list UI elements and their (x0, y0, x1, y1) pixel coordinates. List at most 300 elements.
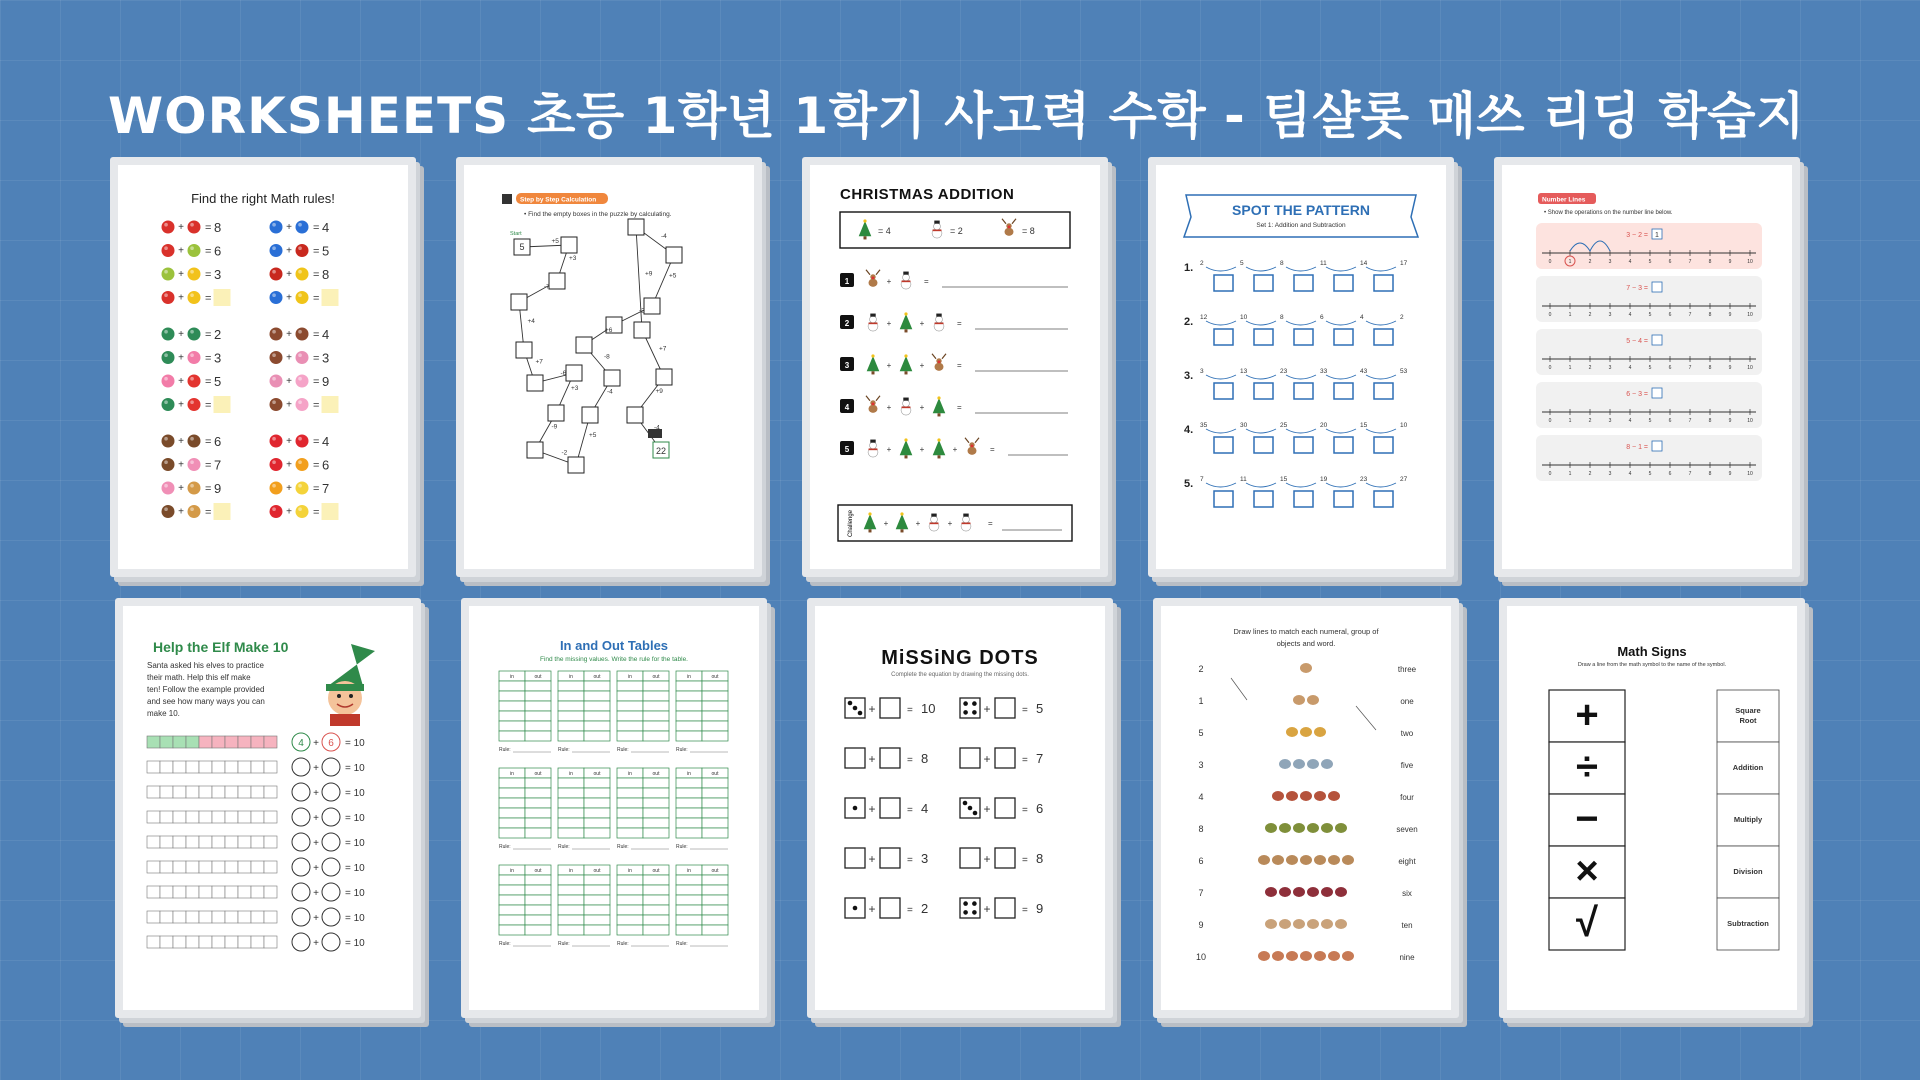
ten-frame-cell[interactable] (186, 761, 199, 773)
worksheet-card-math-rules[interactable] (110, 157, 416, 577)
table-cell[interactable] (525, 711, 551, 721)
ten-frame-cell[interactable] (264, 761, 277, 773)
answer-box[interactable] (1374, 329, 1393, 345)
table-cell[interactable] (584, 925, 610, 935)
answer-box[interactable] (1652, 441, 1662, 451)
table-cell[interactable] (525, 915, 551, 925)
puzzle-box[interactable] (527, 442, 543, 458)
ten-frame-cell[interactable] (173, 786, 186, 798)
worksheet-card-math-signs[interactable] (1499, 598, 1805, 1018)
table-cell[interactable] (558, 701, 584, 711)
ten-frame-cell[interactable] (225, 861, 238, 873)
table-cell[interactable] (525, 788, 551, 798)
answer-box[interactable] (1334, 329, 1353, 345)
puzzle-box[interactable] (656, 369, 672, 385)
answer-box[interactable] (1214, 275, 1233, 291)
table-cell[interactable] (584, 711, 610, 721)
puzzle-box[interactable] (576, 337, 592, 353)
ten-frame-cell[interactable] (173, 811, 186, 823)
table-cell[interactable] (676, 701, 702, 711)
answer-box[interactable] (1652, 388, 1662, 398)
ten-frame-cell[interactable] (264, 736, 277, 748)
table-cell[interactable] (702, 701, 728, 711)
answer-box[interactable] (1652, 335, 1662, 345)
ten-frame-cell[interactable] (212, 811, 225, 823)
table-cell[interactable] (499, 885, 525, 895)
table-cell[interactable] (558, 711, 584, 721)
table-cell[interactable] (702, 895, 728, 905)
table-cell[interactable] (499, 788, 525, 798)
empty-dot-box[interactable] (880, 848, 900, 868)
answer-box[interactable] (1294, 491, 1313, 507)
ten-frame-cell[interactable] (251, 836, 264, 848)
table-cell[interactable] (702, 828, 728, 838)
table-cell[interactable] (643, 681, 669, 691)
ten-frame-cell[interactable] (225, 911, 238, 923)
ten-frame-cell[interactable] (238, 886, 251, 898)
table-cell[interactable] (499, 895, 525, 905)
table-cell[interactable] (702, 925, 728, 935)
answer-circle[interactable] (292, 883, 310, 901)
ten-frame-cell[interactable] (186, 861, 199, 873)
table-cell[interactable] (525, 895, 551, 905)
table-cell[interactable] (499, 681, 525, 691)
table-cell[interactable] (584, 895, 610, 905)
answer-circle[interactable] (292, 808, 310, 826)
table-cell[interactable] (617, 798, 643, 808)
table-cell[interactable] (643, 798, 669, 808)
answer-box[interactable] (322, 397, 338, 413)
table-cell[interactable] (676, 875, 702, 885)
ten-frame-cell[interactable] (225, 836, 238, 848)
empty-dot-box[interactable] (880, 898, 900, 918)
table-cell[interactable] (499, 875, 525, 885)
table-cell[interactable] (499, 798, 525, 808)
puzzle-box[interactable] (634, 322, 650, 338)
ten-frame-cell[interactable] (251, 886, 264, 898)
ten-frame-cell[interactable] (238, 911, 251, 923)
answer-box[interactable] (1214, 329, 1233, 345)
table-cell[interactable] (558, 808, 584, 818)
ten-frame-cell[interactable] (264, 836, 277, 848)
empty-dot-box[interactable] (995, 898, 1015, 918)
table-cell[interactable] (702, 905, 728, 915)
ten-frame-cell[interactable] (160, 786, 173, 798)
answer-box[interactable] (1374, 437, 1393, 453)
puzzle-box[interactable] (666, 247, 682, 263)
table-cell[interactable] (676, 905, 702, 915)
table-cell[interactable] (584, 681, 610, 691)
table-cell[interactable] (617, 711, 643, 721)
table-cell[interactable] (525, 818, 551, 828)
ten-frame-cell[interactable] (160, 761, 173, 773)
answer-box[interactable] (1334, 437, 1353, 453)
table-cell[interactable] (584, 808, 610, 818)
ten-frame-cell[interactable] (251, 936, 264, 948)
ten-frame-cell[interactable] (186, 736, 199, 748)
ten-frame-cell[interactable] (173, 886, 186, 898)
ten-frame-cell[interactable] (212, 761, 225, 773)
table-cell[interactable] (558, 885, 584, 895)
answer-box[interactable] (1214, 437, 1233, 453)
ten-frame-cell[interactable] (160, 811, 173, 823)
table-cell[interactable] (676, 681, 702, 691)
table-cell[interactable] (499, 711, 525, 721)
ten-frame-cell[interactable] (238, 761, 251, 773)
table-cell[interactable] (676, 895, 702, 905)
table-cell[interactable] (643, 915, 669, 925)
table-cell[interactable] (702, 875, 728, 885)
table-cell[interactable] (558, 925, 584, 935)
table-cell[interactable] (643, 818, 669, 828)
ten-frame-cell[interactable] (160, 861, 173, 873)
table-cell[interactable] (499, 721, 525, 731)
table-cell[interactable] (676, 828, 702, 838)
ten-frame-cell[interactable] (199, 736, 212, 748)
table-cell[interactable] (643, 895, 669, 905)
table-cell[interactable] (643, 731, 669, 741)
empty-dot-box[interactable] (880, 748, 900, 768)
ten-frame-cell[interactable] (147, 811, 160, 823)
table-cell[interactable] (676, 915, 702, 925)
ten-frame-cell[interactable] (186, 886, 199, 898)
table-cell[interactable] (643, 711, 669, 721)
ten-frame-cell[interactable] (225, 786, 238, 798)
ten-frame-cell[interactable] (160, 836, 173, 848)
table-cell[interactable] (584, 818, 610, 828)
table-cell[interactable] (558, 818, 584, 828)
table-cell[interactable] (584, 701, 610, 711)
table-cell[interactable] (643, 778, 669, 788)
ten-frame-cell[interactable] (147, 836, 160, 848)
ten-frame-cell[interactable] (238, 936, 251, 948)
ten-frame-cell[interactable] (186, 811, 199, 823)
answer-box[interactable] (1294, 437, 1313, 453)
table-cell[interactable] (558, 915, 584, 925)
ten-frame-cell[interactable] (186, 786, 199, 798)
table-cell[interactable] (676, 691, 702, 701)
ten-frame-cell[interactable] (160, 736, 173, 748)
ten-frame-cell[interactable] (212, 861, 225, 873)
table-cell[interactable] (643, 828, 669, 838)
puzzle-box[interactable] (516, 342, 532, 358)
table-cell[interactable] (702, 885, 728, 895)
table-cell[interactable] (617, 788, 643, 798)
answer-box[interactable] (322, 504, 338, 520)
empty-dot-box[interactable] (880, 698, 900, 718)
table-cell[interactable] (702, 731, 728, 741)
table-cell[interactable] (584, 731, 610, 741)
ten-frame-cell[interactable] (251, 736, 264, 748)
answer-box[interactable] (1334, 491, 1353, 507)
puzzle-box[interactable] (628, 219, 644, 235)
worksheet-card-missing-dots[interactable] (807, 598, 1113, 1018)
ten-frame-cell[interactable] (199, 886, 212, 898)
ten-frame-cell[interactable] (147, 786, 160, 798)
answer-box[interactable] (322, 290, 338, 306)
empty-dot-box[interactable] (995, 798, 1015, 818)
puzzle-box[interactable] (549, 273, 565, 289)
answer-box[interactable] (1374, 491, 1393, 507)
ten-frame-cell[interactable] (225, 761, 238, 773)
table-cell[interactable] (643, 875, 669, 885)
table-cell[interactable] (617, 818, 643, 828)
ten-frame-cell[interactable] (212, 911, 225, 923)
answer-circle[interactable] (292, 933, 310, 951)
ten-frame-cell[interactable] (225, 736, 238, 748)
worksheet-card-spot-the-pattern[interactable] (1148, 157, 1454, 577)
table-cell[interactable] (558, 895, 584, 905)
ten-frame-cell[interactable] (212, 886, 225, 898)
answer-box[interactable] (1254, 437, 1273, 453)
empty-dot-box[interactable] (880, 798, 900, 818)
answer-box[interactable] (1254, 329, 1273, 345)
ten-frame-cell[interactable] (147, 736, 160, 748)
table-cell[interactable] (617, 691, 643, 701)
answer-box[interactable] (214, 290, 230, 306)
answer-circle[interactable] (292, 908, 310, 926)
table-cell[interactable] (525, 701, 551, 711)
answer-box[interactable] (214, 504, 230, 520)
answer-box[interactable] (1294, 329, 1313, 345)
ten-frame-cell[interactable] (238, 836, 251, 848)
table-cell[interactable] (617, 778, 643, 788)
table-cell[interactable] (617, 905, 643, 915)
table-cell[interactable] (702, 788, 728, 798)
puzzle-box[interactable] (548, 405, 564, 421)
table-cell[interactable] (499, 818, 525, 828)
empty-dot-box[interactable] (995, 748, 1015, 768)
table-cell[interactable] (584, 788, 610, 798)
answer-circle[interactable] (292, 833, 310, 851)
ten-frame-cell[interactable] (251, 911, 264, 923)
table-cell[interactable] (499, 731, 525, 741)
table-cell[interactable] (702, 818, 728, 828)
table-cell[interactable] (643, 808, 669, 818)
table-cell[interactable] (558, 731, 584, 741)
table-cell[interactable] (499, 905, 525, 915)
empty-dot-box[interactable] (960, 848, 980, 868)
answer-box[interactable] (1334, 383, 1353, 399)
answer-circle[interactable] (322, 908, 340, 926)
table-cell[interactable] (676, 778, 702, 788)
answer-circle[interactable] (322, 933, 340, 951)
table-cell[interactable] (525, 691, 551, 701)
table-cell[interactable] (584, 875, 610, 885)
ten-frame-cell[interactable] (199, 761, 212, 773)
answer-box[interactable] (1254, 275, 1273, 291)
ten-frame-cell[interactable] (199, 936, 212, 948)
answer-box[interactable] (1214, 383, 1233, 399)
table-cell[interactable] (558, 681, 584, 691)
ten-frame-cell[interactable] (238, 811, 251, 823)
ten-frame-cell[interactable] (147, 911, 160, 923)
table-cell[interactable] (499, 778, 525, 788)
answer-circle[interactable] (322, 758, 340, 776)
ten-frame-cell[interactable] (264, 936, 277, 948)
puzzle-box[interactable] (511, 294, 527, 310)
table-cell[interactable] (702, 778, 728, 788)
table-cell[interactable] (525, 885, 551, 895)
table-cell[interactable] (584, 798, 610, 808)
puzzle-box[interactable] (604, 370, 620, 386)
table-cell[interactable] (702, 681, 728, 691)
answer-circle[interactable] (292, 858, 310, 876)
ten-frame-cell[interactable] (186, 911, 199, 923)
worksheet-card-elf-make-10[interactable] (115, 598, 421, 1018)
ten-frame-cell[interactable] (173, 836, 186, 848)
table-cell[interactable] (499, 808, 525, 818)
ten-frame-cell[interactable] (173, 736, 186, 748)
table-cell[interactable] (676, 711, 702, 721)
table-cell[interactable] (499, 915, 525, 925)
table-cell[interactable] (676, 885, 702, 895)
table-cell[interactable] (643, 691, 669, 701)
worksheet-card-step-calculation[interactable] (456, 157, 762, 577)
worksheet-card-number-lines[interactable] (1494, 157, 1800, 577)
answer-box[interactable] (214, 397, 230, 413)
empty-dot-box[interactable] (995, 848, 1015, 868)
table-cell[interactable] (525, 721, 551, 731)
answer-circle[interactable] (292, 783, 310, 801)
empty-dot-box[interactable] (845, 848, 865, 868)
table-cell[interactable] (617, 915, 643, 925)
ten-frame-cell[interactable] (251, 786, 264, 798)
table-cell[interactable] (643, 925, 669, 935)
table-cell[interactable] (558, 721, 584, 731)
ten-frame-cell[interactable] (212, 786, 225, 798)
table-cell[interactable] (643, 788, 669, 798)
ten-frame-cell[interactable] (186, 936, 199, 948)
ten-frame-cell[interactable] (160, 936, 173, 948)
puzzle-box[interactable] (566, 365, 582, 381)
table-cell[interactable] (584, 721, 610, 731)
table-cell[interactable] (499, 828, 525, 838)
answer-box[interactable] (1374, 383, 1393, 399)
puzzle-box[interactable] (627, 407, 643, 423)
table-cell[interactable] (525, 875, 551, 885)
answer-circle[interactable] (322, 833, 340, 851)
puzzle-box[interactable] (644, 298, 660, 314)
ten-frame-cell[interactable] (186, 836, 199, 848)
empty-dot-box[interactable] (845, 748, 865, 768)
table-cell[interactable] (617, 828, 643, 838)
answer-circle[interactable] (292, 758, 310, 776)
ten-frame-cell[interactable] (173, 861, 186, 873)
table-cell[interactable] (558, 828, 584, 838)
table-cell[interactable] (643, 885, 669, 895)
table-cell[interactable] (525, 681, 551, 691)
answer-box[interactable] (1652, 282, 1662, 292)
table-cell[interactable] (676, 788, 702, 798)
table-cell[interactable] (558, 798, 584, 808)
ten-frame-cell[interactable] (199, 836, 212, 848)
table-cell[interactable] (617, 895, 643, 905)
ten-frame-cell[interactable] (147, 886, 160, 898)
ten-frame-cell[interactable] (199, 811, 212, 823)
ten-frame-cell[interactable] (238, 786, 251, 798)
table-cell[interactable] (525, 778, 551, 788)
ten-frame-cell[interactable] (199, 786, 212, 798)
table-cell[interactable] (558, 778, 584, 788)
puzzle-box[interactable] (568, 457, 584, 473)
puzzle-box[interactable] (561, 237, 577, 253)
table-cell[interactable] (676, 808, 702, 818)
table-cell[interactable] (617, 875, 643, 885)
empty-dot-box[interactable] (995, 698, 1015, 718)
ten-frame-cell[interactable] (238, 861, 251, 873)
ten-frame-cell[interactable] (251, 761, 264, 773)
answer-box[interactable] (1294, 383, 1313, 399)
table-cell[interactable] (617, 808, 643, 818)
table-cell[interactable] (499, 925, 525, 935)
ten-frame-cell[interactable] (173, 761, 186, 773)
ten-frame-cell[interactable] (264, 861, 277, 873)
table-cell[interactable] (499, 701, 525, 711)
table-cell[interactable] (584, 885, 610, 895)
ten-frame-cell[interactable] (199, 911, 212, 923)
ten-frame-cell[interactable] (173, 936, 186, 948)
answer-box[interactable] (1374, 275, 1393, 291)
table-cell[interactable] (499, 691, 525, 701)
table-cell[interactable] (617, 885, 643, 895)
answer-circle[interactable] (322, 783, 340, 801)
table-cell[interactable] (617, 721, 643, 731)
worksheet-card-in-out-tables[interactable] (461, 598, 767, 1018)
ten-frame-cell[interactable] (264, 886, 277, 898)
table-cell[interactable] (643, 905, 669, 915)
table-cell[interactable] (617, 701, 643, 711)
answer-box[interactable] (1254, 383, 1273, 399)
table-cell[interactable] (525, 798, 551, 808)
table-cell[interactable] (702, 711, 728, 721)
puzzle-box[interactable] (582, 407, 598, 423)
ten-frame-cell[interactable] (160, 911, 173, 923)
table-cell[interactable] (558, 905, 584, 915)
table-cell[interactable] (525, 808, 551, 818)
table-cell[interactable] (676, 818, 702, 828)
table-cell[interactable] (702, 721, 728, 731)
ten-frame-cell[interactable] (264, 811, 277, 823)
worksheet-card-matching[interactable] (1153, 598, 1459, 1018)
table-cell[interactable] (643, 701, 669, 711)
table-cell[interactable] (676, 721, 702, 731)
table-cell[interactable] (525, 731, 551, 741)
table-cell[interactable] (676, 798, 702, 808)
table-cell[interactable] (584, 778, 610, 788)
ten-frame-cell[interactable] (264, 786, 277, 798)
table-cell[interactable] (702, 915, 728, 925)
answer-box[interactable] (1214, 491, 1233, 507)
ten-frame-cell[interactable] (212, 736, 225, 748)
ten-frame-cell[interactable] (251, 811, 264, 823)
worksheet-card-christmas-addition[interactable] (802, 157, 1108, 577)
ten-frame-cell[interactable] (160, 886, 173, 898)
answer-box[interactable] (1334, 275, 1353, 291)
ten-frame-cell[interactable] (147, 761, 160, 773)
answer-circle[interactable] (322, 858, 340, 876)
empty-dot-box[interactable] (960, 748, 980, 768)
table-cell[interactable] (525, 925, 551, 935)
table-cell[interactable] (702, 798, 728, 808)
ten-frame-cell[interactable] (238, 736, 251, 748)
table-cell[interactable] (617, 681, 643, 691)
ten-frame-cell[interactable] (225, 886, 238, 898)
answer-box[interactable] (1294, 275, 1313, 291)
answer-box[interactable] (1254, 491, 1273, 507)
table-cell[interactable] (584, 905, 610, 915)
ten-frame-cell[interactable] (199, 861, 212, 873)
